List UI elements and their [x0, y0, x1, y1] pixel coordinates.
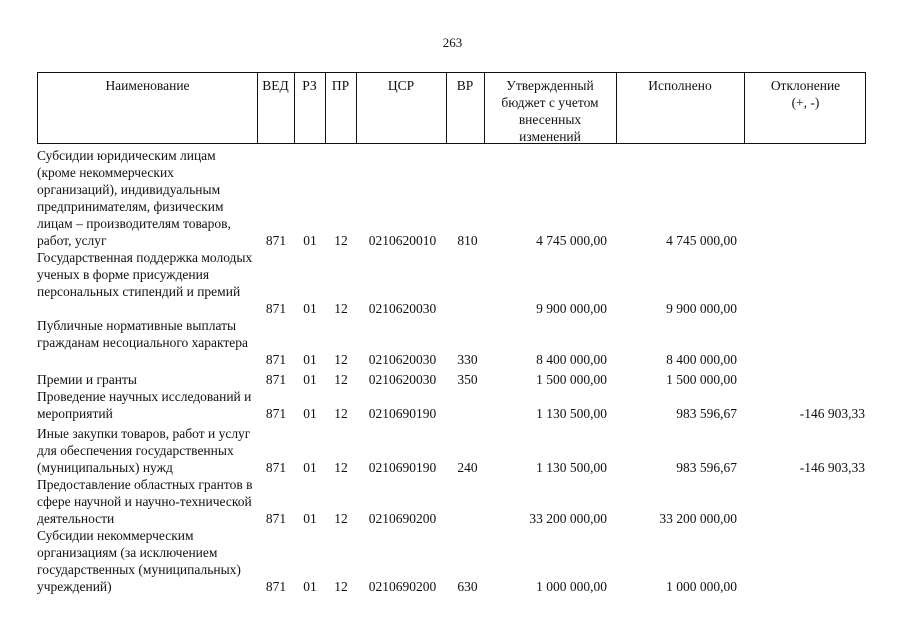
row-pr: 12 — [334, 406, 348, 421]
row-budget: 1 500 000,00 — [536, 372, 607, 387]
row-budget: 1 000 000,00 — [536, 579, 607, 594]
row-name: Предоставление областных грантов в сфере научной и научно-технической деятельности — [37, 477, 253, 526]
table-row — [0, 476, 905, 527]
header-deviation-line: Отклонение — [770, 78, 841, 93]
row-ved: 871 — [265, 301, 287, 316]
row-name: Государственная поддержка молодых ученых в форме присуждения персональных стипендий и премий — [37, 250, 253, 299]
row-pr: 12 — [334, 352, 348, 367]
row-pr: 12 — [334, 301, 348, 316]
row-budget: 1 130 500,00 — [536, 406, 607, 421]
row-rz: 01 — [303, 301, 317, 316]
row-name: Субсидии некоммерческим организациям (за исключением государственных (муниципальных) учреждений) — [37, 528, 241, 594]
header-csr: ЦСР — [387, 78, 415, 93]
row-csr: 0210620030 — [368, 372, 437, 387]
row-name: Субсидии юридическим лицам (кроме некоммерческих организаций), индивидуальным предпринимателям, физическим лицам – производителям товаров, работ, услуг — [37, 148, 231, 248]
row-rz: 01 — [303, 511, 317, 526]
row-csr: 0210690190 — [368, 460, 437, 475]
header-budget — [484, 77, 616, 145]
row-budget: 33 200 000,00 — [529, 511, 607, 526]
row-pr: 12 — [334, 372, 348, 387]
row-executed: 9 900 000,00 — [666, 301, 737, 316]
header-deviation-line: (+, -) — [791, 95, 820, 110]
row-csr: 0210690200 — [368, 579, 437, 594]
table-row — [0, 527, 905, 595]
row-vr: 330 — [457, 352, 478, 367]
row-executed: 8 400 000,00 — [666, 352, 737, 367]
row-pr: 12 — [334, 233, 348, 248]
row-csr: 0210620010 — [368, 233, 437, 248]
row-executed: 983 596,67 — [676, 460, 737, 475]
header-pr: ПР — [331, 78, 350, 93]
row-executed: 983 596,67 — [676, 406, 737, 421]
row-ved: 871 — [265, 352, 287, 367]
header-budget-line: внесенных — [518, 112, 582, 127]
row-rz: 01 — [303, 352, 317, 367]
row-budget: 9 900 000,00 — [536, 301, 607, 316]
header-budget-line: изменений — [519, 129, 581, 144]
row-budget: 1 130 500,00 — [536, 460, 607, 475]
page-number: 263 — [442, 35, 463, 50]
row-name: Иные закупки товаров, работ и услуг для обеспечения государственных (муниципальных) нужд — [37, 426, 251, 475]
row-executed: 33 200 000,00 — [659, 511, 737, 526]
row-csr: 0210620030 — [368, 301, 437, 316]
row-vr: 630 — [457, 579, 478, 594]
row-name: Проведение научных исследований и мероприятий — [37, 389, 252, 421]
header-vr: ВР — [456, 78, 474, 93]
header-ved: ВЕД — [262, 78, 289, 93]
header-budget-line: бюджет с учетом — [501, 95, 599, 110]
row-executed: 4 745 000,00 — [666, 233, 737, 248]
row-csr: 0210620030 — [368, 352, 437, 367]
row-budget: 4 745 000,00 — [536, 233, 607, 248]
row-deviation: -146 903,33 — [799, 460, 865, 475]
header-executed: Исполнено — [648, 78, 712, 93]
table-header — [37, 72, 866, 144]
header-budget-line: Утвержденный — [506, 78, 594, 93]
row-name: Премии и гранты — [37, 372, 137, 387]
header-name: Наименование — [105, 78, 190, 93]
row-pr: 12 — [334, 579, 348, 594]
row-budget: 8 400 000,00 — [536, 352, 607, 367]
row-deviation: -146 903,33 — [799, 406, 865, 421]
table-row — [0, 147, 905, 249]
row-csr: 0210690190 — [368, 406, 437, 421]
row-rz: 01 — [303, 233, 317, 248]
row-vr: 240 — [457, 460, 478, 475]
row-pr: 12 — [334, 460, 348, 475]
row-ved: 871 — [265, 511, 287, 526]
table-row — [0, 317, 905, 368]
row-ved: 871 — [265, 233, 287, 248]
row-pr: 12 — [334, 511, 348, 526]
row-ved: 871 — [265, 579, 287, 594]
row-ved: 871 — [265, 406, 287, 421]
row-csr: 0210690200 — [368, 511, 437, 526]
row-rz: 01 — [303, 579, 317, 594]
row-vr: 350 — [457, 372, 478, 387]
row-rz: 01 — [303, 460, 317, 475]
row-executed: 1 000 000,00 — [666, 579, 737, 594]
row-executed: 1 500 000,00 — [666, 372, 737, 387]
table-row — [0, 249, 905, 317]
table-row — [0, 388, 905, 422]
row-vr: 810 — [457, 233, 478, 248]
row-name: Публичные нормативные выплаты гражданам несоциального характера — [37, 318, 248, 350]
table-row — [0, 371, 905, 388]
row-rz: 01 — [303, 406, 317, 421]
header-deviation — [744, 77, 867, 111]
row-ved: 871 — [265, 460, 287, 475]
row-rz: 01 — [303, 372, 317, 387]
header-rz: РЗ — [302, 78, 317, 93]
table-row — [0, 425, 905, 476]
row-ved: 871 — [265, 372, 287, 387]
